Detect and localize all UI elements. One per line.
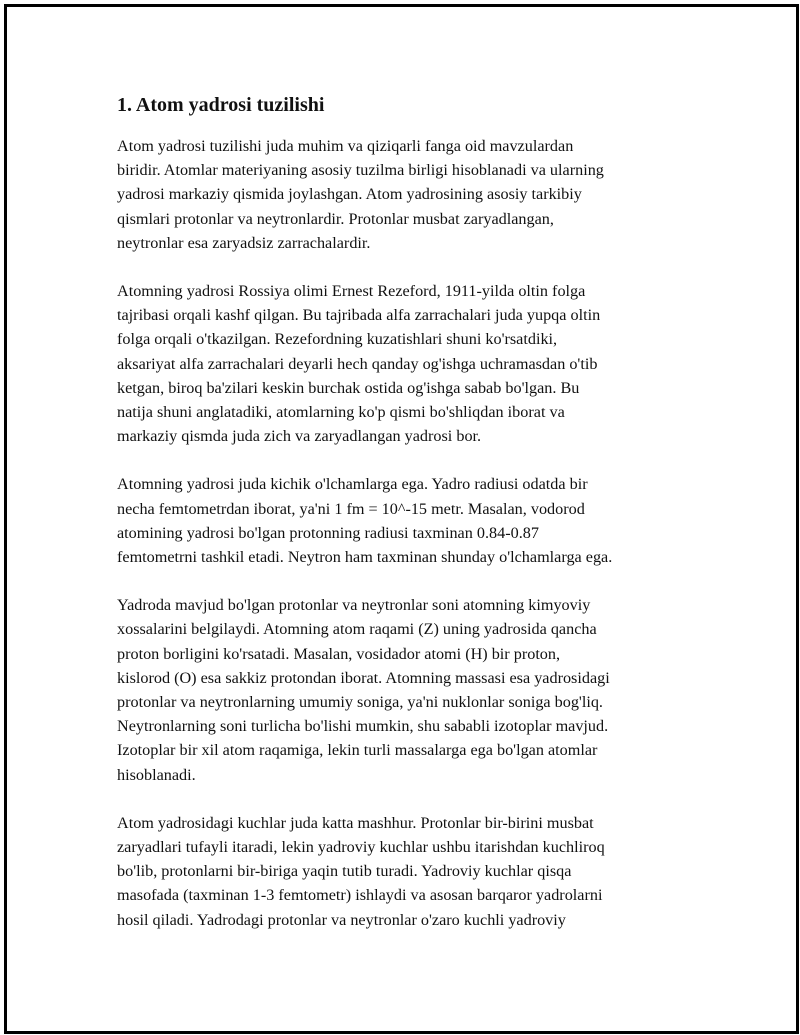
paragraph-line: tajribasi orqali kashf qilgan. Bu tajribada alfa zarrachalari juda yupqa oltin (117, 306, 601, 325)
paragraph-line: qismlari protonlar va neytronlardir. Protonlar musbat zaryadlangan, (117, 209, 554, 228)
paragraph-line: femtometrni tashkil etadi. Neytron ham taxminan shunday o'lchamlarga ega. (117, 548, 613, 567)
paragraph-2 (117, 279, 687, 448)
paragraph-line: neytronlar esa zaryadsiz zarrachalardir. (117, 233, 371, 252)
paragraph-line: Izotoplar bir xil atom raqamiga, lekin turli massalarga ega bo'lgan atomlar (117, 741, 598, 760)
paragraph-line: necha femtometrdan iborat, ya'ni 1 fm = 10^-15 metr. Masalan, vodorod (117, 499, 585, 518)
paragraph-4 (117, 593, 687, 787)
paragraph-line: Atomning yadrosi juda kichik o'lchamlarga ega. Yadro radiusi odatda bir (117, 475, 588, 494)
paragraph-line: zaryadlari tufayli itaradi, lekin yadroviy kuchlar ushbu itarishdan kuchliroq (117, 838, 605, 857)
paragraph-line: folga orqali o'tkazilgan. Rezefordning kuzatishlari shuni ko'rsatdiki, (117, 330, 558, 349)
paragraph-line: Atom yadrosidagi kuchlar juda katta mashhur. Protonlar bir-birini musbat (117, 813, 594, 832)
paragraph-line: protonlar va neytronlarning umumiy soniga, ya'ni nuklonlar soniga bog'liq. (117, 693, 603, 712)
paragraph-line: Atom yadrosi tuzilishi juda muhim va qiziqarli fanga oid mavzulardan (117, 137, 574, 155)
paragraph-line: Yadroda mavjud bo'lgan protonlar va neytronlar soni atomning kimyoviy (117, 596, 591, 615)
paragraph-line: biridir. Atomlar materiyaning asosiy tuzilma birligi hisoblanadi va ularning (117, 161, 604, 180)
paragraph-line: natija shuni anglatadiki, atomlarning ko'p qismi bo'shliqdan iborat va (117, 403, 565, 422)
paragraph-line: atomining yadrosi bo'lgan protonning radiusi taxminan 0.84-0.87 (117, 523, 539, 542)
paragraph-line: hisoblanadi. (117, 765, 196, 784)
paragraph-line: Neytronlarning soni turlicha bo'lishi mumkin, shu sababli izotoplar mavjud. (117, 717, 609, 736)
paragraph-1 (117, 134, 687, 255)
paragraph-line: Atomning yadrosi Rossiya olimi Ernest Rezeford, 1911-yilda oltin folga (117, 282, 586, 301)
paragraph-line: yadrosi markaziy qismida joylashgan. Atom yadrosining asosiy tarkibiy (117, 185, 582, 204)
section-heading: 1. Atom yadrosi tuzilishi (117, 94, 325, 116)
paragraph-line: xossalarini belgilaydi. Atomning atom raqami (Z) uning yadrosida qancha (117, 620, 597, 639)
document-body (117, 92, 687, 956)
paragraph-3 (117, 472, 687, 569)
paragraph-line: kislorod (O) esa sakkiz protondan iborat. Atomning massasi esa yadrosidagi (117, 668, 610, 687)
paragraph-line: markaziy qismda juda zich va zaryadlangan yadrosi bor. (117, 427, 482, 446)
paragraph-5 (117, 811, 687, 932)
paragraph-line: ketgan, biroq ba'zilari keskin burchak ostida og'ishga sabab bo'lgan. Bu (117, 378, 580, 397)
paragraph-line: hosil qiladi. Yadrodagi protonlar va neytronlar o'zaro kuchli yadroviy (117, 910, 566, 929)
paragraph-line: masofada (taxminan 1-3 femtometr) ishlaydi va asosan barqaror yadrolarni (117, 886, 603, 905)
paragraph-line: proton borligini ko'rsatadi. Masalan, vosidador atomi (H) bir proton, (117, 644, 561, 663)
paragraph-line: bo'lib, protonlarni bir-biriga yaqin tutib turadi. Yadroviy kuchlar qisqa (117, 862, 572, 881)
paragraph-line: aksariyat alfa zarrachalari deyarli hech qanday og'ishga uchramasdan o'tib (117, 354, 598, 373)
